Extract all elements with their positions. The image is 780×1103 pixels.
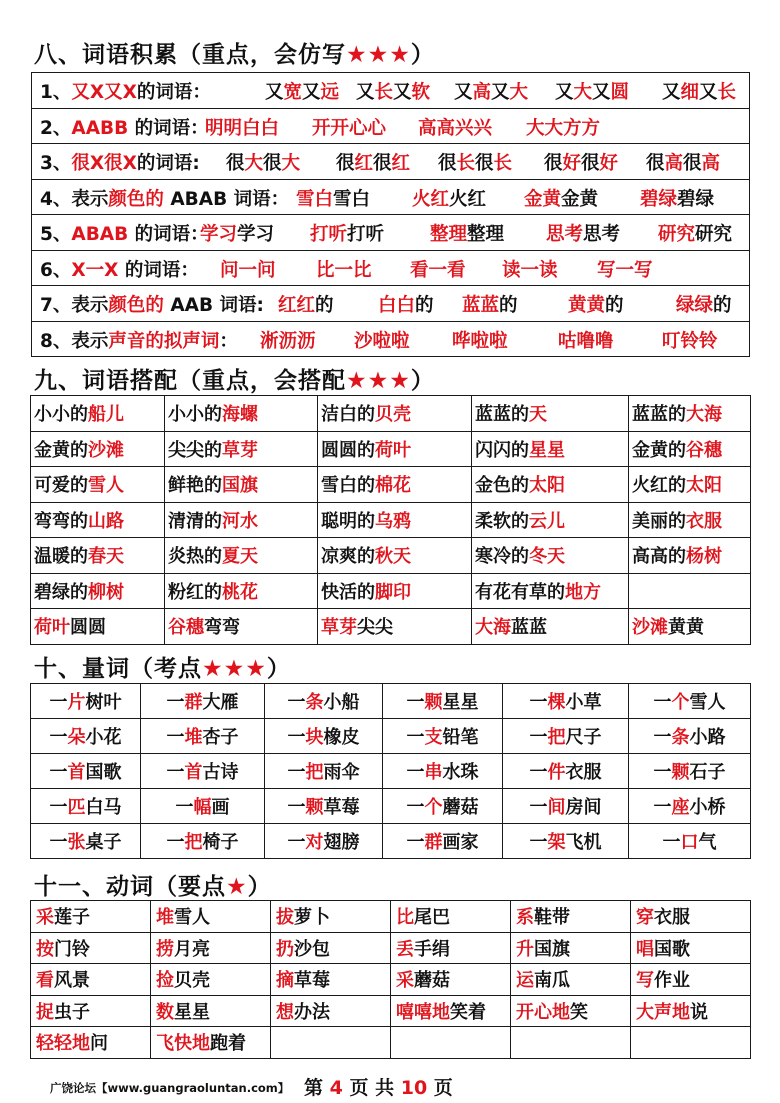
word-item: 又大又圆 [555, 82, 630, 104]
collocation-cell: 聪明的乌鸦 [318, 502, 472, 538]
table-row [31, 467, 751, 503]
verb-cell: 系鞋带 [511, 901, 631, 933]
verb-cell: 大声地说 [631, 995, 751, 1027]
word-item: 思考思考 [546, 224, 621, 246]
word-item: 沙啦啦 [354, 330, 410, 352]
table-row [31, 502, 751, 538]
table-row [32, 321, 750, 357]
word-item: 大大方方 [526, 117, 601, 139]
collocation-cell: 弯弯的山路 [31, 502, 165, 538]
collocation-cell: 有花有草的地方 [472, 573, 629, 609]
stars-icon: ★★★ [202, 656, 267, 682]
measure-word-cell: 一座小桥 [629, 789, 751, 824]
collocation-cell: 寒冷的冬天 [472, 538, 629, 574]
row-cell [32, 144, 750, 180]
table-row [31, 901, 751, 933]
table-row [31, 573, 751, 609]
measure-word-cell: 一把雨伞 [265, 754, 383, 789]
collocation-cell: 柔软的云儿 [472, 502, 629, 538]
table-row [31, 964, 751, 996]
table-row [31, 719, 751, 754]
collocation-cell: 沙滩黄黄 [629, 609, 751, 645]
row-cell [32, 321, 750, 357]
row-cell [32, 250, 750, 286]
verb-table [30, 900, 751, 1059]
measure-word-cell: 一群画家 [383, 824, 503, 859]
verb-cell: 升国旗 [511, 932, 631, 964]
stars-icon: ★★★ [346, 42, 411, 68]
measure-word-table [30, 683, 751, 859]
stars-icon: ★★★ [346, 368, 411, 394]
collocation-cell: 草芽尖尖 [318, 609, 472, 645]
measure-word-cell: 一颗草莓 [265, 789, 383, 824]
measure-word-cell: 一颗石子 [629, 754, 751, 789]
collocation-cell: 可爱的雪人 [31, 467, 165, 503]
word-item: 咕噜噜 [558, 330, 614, 352]
row-cell [32, 286, 750, 322]
word-item: 打听打听 [310, 224, 385, 246]
collocation-cell: 凉爽的秋天 [318, 538, 472, 574]
measure-word-cell: 一首国歌 [31, 754, 141, 789]
word-item: 又长又软 [356, 82, 431, 104]
measure-word-cell: 一堆杏子 [141, 719, 265, 754]
row-label: 1、又X又X的词语： [40, 82, 211, 104]
word-item: 高高兴兴 [418, 117, 493, 139]
table-row [31, 995, 751, 1027]
row-label: 6、X一X 的词语： [40, 259, 199, 281]
stars-icon: ★ [226, 874, 248, 900]
word-item: 又宽又远 [265, 82, 340, 104]
measure-word-cell: 一件衣服 [503, 754, 629, 789]
word-item: 黄黄的 [568, 295, 624, 317]
word-item: 又高又大 [454, 82, 529, 104]
word-item: 金黄金黄 [524, 188, 599, 210]
collocation-cell: 雪白的棉花 [318, 467, 472, 503]
word-item: 研究研究 [658, 224, 733, 246]
row-cell [32, 108, 750, 144]
word-item: 白白的 [378, 295, 434, 317]
collocation-cell: 圆圆的荷叶 [318, 431, 472, 467]
word-item: 开开心心 [312, 117, 387, 139]
measure-word-cell: 一条小船 [265, 684, 383, 719]
word-item: 叮铃铃 [662, 330, 718, 352]
collocation-cell: 洁白的贝壳 [318, 396, 472, 432]
measure-word-cell: 一幅画 [141, 789, 265, 824]
section-11-title: 十一、动词（要点★） [34, 874, 272, 900]
measure-word-cell: 一匹白马 [31, 789, 141, 824]
table-row [31, 1027, 751, 1059]
collocation-cell: 小小的船儿 [31, 396, 165, 432]
collocation-cell: 炎热的夏天 [165, 538, 318, 574]
verb-cell: 摘草莓 [271, 964, 391, 996]
measure-word-cell: 一对翅膀 [265, 824, 383, 859]
table-row [31, 824, 751, 859]
row-label: 4、表示颜色的 ABAB 词语： [40, 188, 290, 210]
verb-cell: 丢手绢 [391, 932, 511, 964]
collocation-cell: 粉红的桃花 [165, 573, 318, 609]
collocation-cell: 尖尖的草芽 [165, 431, 318, 467]
word-item: 很好很好 [544, 153, 619, 175]
verb-cell: 飞快地跑着 [151, 1027, 271, 1059]
collocation-cell: 温暖的春天 [31, 538, 165, 574]
word-item: 又细又长 [662, 82, 737, 104]
word-item: 绿绿的 [676, 295, 732, 317]
table-row [31, 609, 751, 645]
verb-cell: 运南瓜 [511, 964, 631, 996]
word-item: 哗啦啦 [452, 330, 508, 352]
word-item: 很长很长 [438, 153, 513, 175]
collocation-cell: 清清的河水 [165, 502, 318, 538]
word-collocation-table [30, 395, 751, 645]
measure-word-cell: 一条小路 [629, 719, 751, 754]
measure-word-cell: 一群大雁 [141, 684, 265, 719]
collocation-cell: 火红的太阳 [629, 467, 751, 503]
row-label: 5、ABAB 的词语： [40, 224, 209, 246]
collocation-cell: 高高的杨树 [629, 538, 751, 574]
collocation-cell: 金黄的谷穗 [629, 431, 751, 467]
measure-word-cell: 一首古诗 [141, 754, 265, 789]
measure-word-cell: 一张桌子 [31, 824, 141, 859]
verb-cell: 捡贝壳 [151, 964, 271, 996]
verb-cell: 拔萝卜 [271, 901, 391, 933]
section-10-title: 十、量词（考点★★★） [34, 656, 291, 682]
collocation-cell: 闪闪的星星 [472, 431, 629, 467]
table-row [31, 754, 751, 789]
verb-cell: 捉虫子 [31, 995, 151, 1027]
row-label: 8、表示声音的拟声词： [40, 330, 238, 352]
collocation-cell: 荷叶圆圆 [31, 609, 165, 645]
verb-cell: 扔沙包 [271, 932, 391, 964]
row-cell [32, 179, 750, 215]
verb-cell: 数星星 [151, 995, 271, 1027]
verb-cell: 嘻嘻地笑着 [391, 995, 511, 1027]
collocation-cell: 鲜艳的国旗 [165, 467, 318, 503]
collocation-cell: 美丽的衣服 [629, 502, 751, 538]
row-label: 3、很X很X的词语: [40, 153, 200, 175]
footer-site: 广饶论坛【www.guangraoluntan.com】 [50, 1081, 290, 1095]
verb-cell: 采蘑菇 [391, 964, 511, 996]
measure-word-cell: 一口气 [629, 824, 751, 859]
word-item: 学习学习 [200, 224, 275, 246]
verb-cell: 唱国歌 [631, 932, 751, 964]
row-cell [32, 215, 750, 251]
verb-cell [631, 1027, 751, 1059]
table-row [32, 215, 750, 251]
section-8-title: 八、词语积累（重点，会仿写★★★） [34, 42, 435, 68]
row-cell [32, 73, 750, 109]
measure-word-cell: 一把尺子 [503, 719, 629, 754]
measure-word-cell: 一间房间 [503, 789, 629, 824]
page-number: 第 4 页 共 10 页 [304, 1077, 453, 1099]
word-item: 火红火红 [412, 188, 487, 210]
measure-word-cell: 一个雪人 [629, 684, 751, 719]
word-item: 写一写 [597, 259, 653, 281]
table-row [31, 396, 751, 432]
measure-word-cell: 一串水珠 [383, 754, 503, 789]
table-row [31, 789, 751, 824]
table-row [31, 538, 751, 574]
word-item: 蓝蓝的 [462, 295, 518, 317]
measure-word-cell: 一颗星星 [383, 684, 503, 719]
table-row [32, 73, 750, 109]
word-item: 雪白雪白 [296, 188, 371, 210]
verb-cell: 写作业 [631, 964, 751, 996]
word-item: 问一问 [220, 259, 276, 281]
word-item: 读一读 [502, 259, 558, 281]
verb-cell [391, 1027, 511, 1059]
verb-cell: 按门铃 [31, 932, 151, 964]
collocation-cell: 碧绿的柳树 [31, 573, 165, 609]
measure-word-cell: 一朵小花 [31, 719, 141, 754]
word-item: 很红很红 [336, 153, 411, 175]
verb-cell: 采莲子 [31, 901, 151, 933]
verb-cell: 开心地笑 [511, 995, 631, 1027]
table-row [32, 250, 750, 286]
section-9-title: 九、词语搭配（重点，会搭配★★★） [34, 368, 435, 394]
word-item: 明明白白 [205, 117, 280, 139]
word-item: 整理整理 [430, 224, 505, 246]
measure-word-cell: 一个蘑菇 [383, 789, 503, 824]
word-item: 比一比 [316, 259, 372, 281]
collocation-cell: 蓝蓝的大海 [629, 396, 751, 432]
word-accumulation-table [31, 72, 750, 357]
verb-cell: 比尾巴 [391, 901, 511, 933]
collocation-cell: 小小的海螺 [165, 396, 318, 432]
measure-word-cell: 一块橡皮 [265, 719, 383, 754]
collocation-cell: 蓝蓝的天 [472, 396, 629, 432]
verb-cell: 看风景 [31, 964, 151, 996]
measure-word-cell: 一片树叶 [31, 684, 141, 719]
table-row [31, 431, 751, 467]
word-item: 淅沥沥 [260, 330, 316, 352]
verb-cell: 轻轻地问 [31, 1027, 151, 1059]
collocation-cell [629, 573, 751, 609]
measure-word-cell: 一支铅笔 [383, 719, 503, 754]
table-row [31, 932, 751, 964]
verb-cell [511, 1027, 631, 1059]
row-label: 7、表示颜色的 AAB 词语: [40, 295, 264, 317]
verb-cell: 穿衣服 [631, 901, 751, 933]
row-label: 2、AABB 的词语： [40, 117, 209, 139]
table-row [32, 286, 750, 322]
collocation-cell: 金黄的沙滩 [31, 431, 165, 467]
table-row [32, 108, 750, 144]
verb-cell: 想办法 [271, 995, 391, 1027]
word-item: 看一看 [410, 259, 466, 281]
collocation-cell: 大海蓝蓝 [472, 609, 629, 645]
verb-cell: 堆雪人 [151, 901, 271, 933]
measure-word-cell: 一把椅子 [141, 824, 265, 859]
word-item: 红红的 [278, 295, 334, 317]
table-row [32, 179, 750, 215]
word-item: 很大很大 [226, 153, 301, 175]
table-row [31, 684, 751, 719]
word-item: 很高很高 [646, 153, 721, 175]
table-row [32, 144, 750, 180]
measure-word-cell: 一棵小草 [503, 684, 629, 719]
collocation-cell: 谷穗弯弯 [165, 609, 318, 645]
measure-word-cell: 一架飞机 [503, 824, 629, 859]
collocation-cell: 快活的脚印 [318, 573, 472, 609]
word-item: 碧绿碧绿 [640, 188, 715, 210]
verb-cell: 捞月亮 [151, 932, 271, 964]
verb-cell [271, 1027, 391, 1059]
collocation-cell: 金色的太阳 [472, 467, 629, 503]
